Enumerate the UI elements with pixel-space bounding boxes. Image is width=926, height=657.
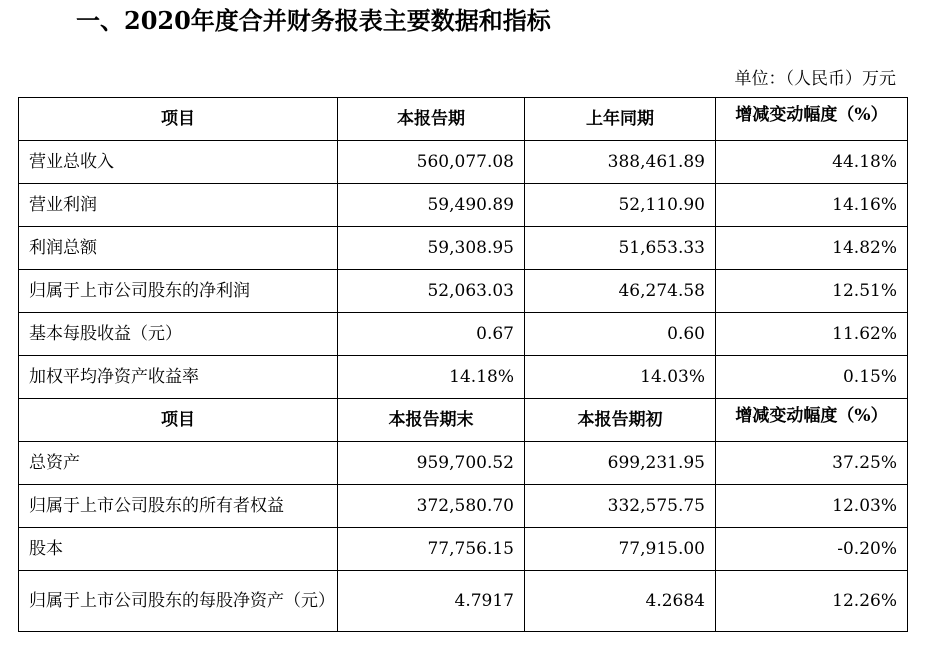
table-row bbox=[19, 356, 908, 399]
row-item-label: 总资产 bbox=[19, 442, 338, 485]
row-item-label: 股本 bbox=[19, 528, 338, 571]
column-header-prior-period: 上年同期 bbox=[525, 98, 716, 141]
row-item-label: 归属于上市公司股东的净利润 bbox=[19, 270, 338, 313]
table-row bbox=[19, 313, 908, 356]
table-header-row bbox=[19, 98, 908, 141]
period-begin-value: 4.2684 bbox=[525, 571, 716, 632]
change-pct-value: 14.16% bbox=[716, 184, 908, 227]
current-period-value: 59,308.95 bbox=[338, 227, 525, 270]
current-period-value: 560,077.08 bbox=[338, 141, 525, 184]
prior-period-value: 52,110.90 bbox=[525, 184, 716, 227]
column-header-period-end: 本报告期末 bbox=[338, 399, 525, 442]
table-row bbox=[19, 571, 908, 632]
column-header-item: 项目 bbox=[19, 98, 338, 141]
change-pct-value: 37.25% bbox=[716, 442, 908, 485]
period-end-value: 372,580.70 bbox=[338, 485, 525, 528]
current-period-value: 0.67 bbox=[338, 313, 525, 356]
change-pct-value: -0.20% bbox=[716, 528, 908, 571]
column-header-change-pct: 增减变动幅度（%） bbox=[716, 399, 908, 442]
change-pct-value: 14.82% bbox=[716, 227, 908, 270]
current-period-value: 14.18% bbox=[338, 356, 525, 399]
change-pct-value: 12.51% bbox=[716, 270, 908, 313]
row-item-label: 基本每股收益（元） bbox=[19, 313, 338, 356]
page-title: 一、2020年度合并财务报表主要数据和指标 bbox=[76, 6, 551, 35]
row-item-label: 归属于上市公司股东的每股净资产（元） bbox=[19, 571, 338, 632]
row-item-label: 归属于上市公司股东的所有者权益 bbox=[19, 485, 338, 528]
column-header-change-pct: 增减变动幅度（%） bbox=[716, 98, 908, 141]
table-row bbox=[19, 442, 908, 485]
column-header-item: 项目 bbox=[19, 399, 338, 442]
table-row bbox=[19, 141, 908, 184]
unit-note: 单位：（人民币）万元 bbox=[734, 69, 896, 89]
row-item-label: 加权平均净资产收益率 bbox=[19, 356, 338, 399]
change-pct-value: 44.18% bbox=[716, 141, 908, 184]
change-pct-value: 12.03% bbox=[716, 485, 908, 528]
column-header-current-period: 本报告期 bbox=[338, 98, 525, 141]
row-item-label: 营业总收入 bbox=[19, 141, 338, 184]
current-period-value: 59,490.89 bbox=[338, 184, 525, 227]
column-header-period-begin: 本报告期初 bbox=[525, 399, 716, 442]
period-end-value: 4.7917 bbox=[338, 571, 525, 632]
row-item-label: 利润总额 bbox=[19, 227, 338, 270]
table-header-row bbox=[19, 399, 908, 442]
prior-period-value: 51,653.33 bbox=[525, 227, 716, 270]
table-row bbox=[19, 227, 908, 270]
financial-data-table bbox=[18, 97, 908, 632]
prior-period-value: 388,461.89 bbox=[525, 141, 716, 184]
row-item-label: 营业利润 bbox=[19, 184, 338, 227]
table-row bbox=[19, 485, 908, 528]
period-end-value: 77,756.15 bbox=[338, 528, 525, 571]
prior-period-value: 14.03% bbox=[525, 356, 716, 399]
change-pct-value: 0.15% bbox=[716, 356, 908, 399]
period-begin-value: 77,915.00 bbox=[525, 528, 716, 571]
period-begin-value: 332,575.75 bbox=[525, 485, 716, 528]
table-row bbox=[19, 270, 908, 313]
period-end-value: 959,700.52 bbox=[338, 442, 525, 485]
prior-period-value: 0.60 bbox=[525, 313, 716, 356]
table-row bbox=[19, 184, 908, 227]
change-pct-value: 11.62% bbox=[716, 313, 908, 356]
current-period-value: 52,063.03 bbox=[338, 270, 525, 313]
change-pct-value: 12.26% bbox=[716, 571, 908, 632]
table-row bbox=[19, 528, 908, 571]
prior-period-value: 46,274.58 bbox=[525, 270, 716, 313]
period-begin-value: 699,231.95 bbox=[525, 442, 716, 485]
